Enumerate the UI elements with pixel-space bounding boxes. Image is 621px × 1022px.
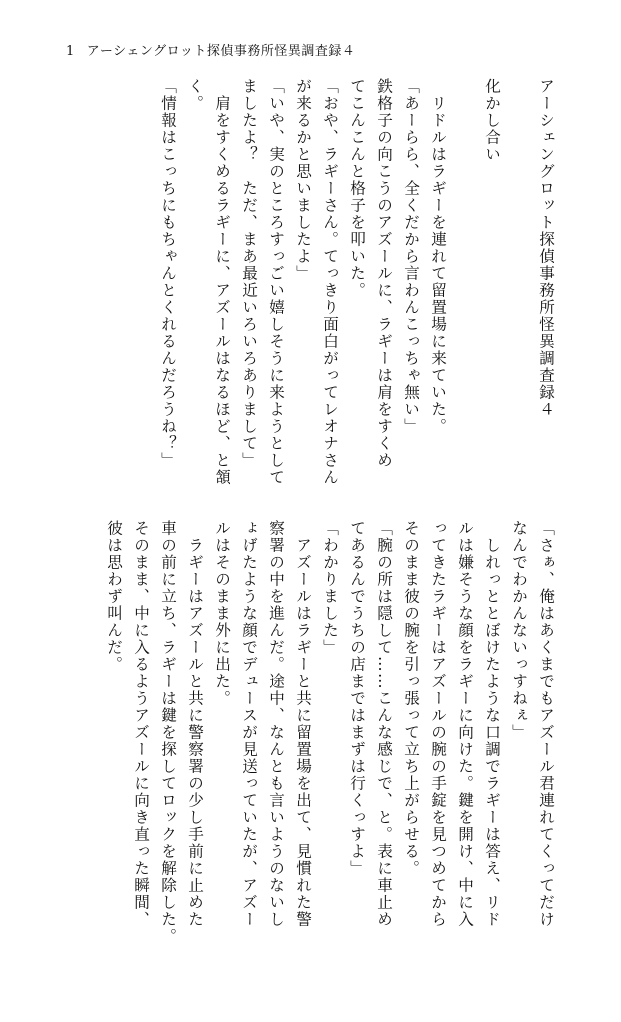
lower-text-block [100,520,559,950]
page-number: 1 [66,44,75,59]
running-title: アーシェングロット探偵事務所怪異調査録４ [86,44,356,59]
text-line: 彼は思わず叫んだ。 [105,520,123,673]
text-line: 「さぁ、俺はあくまでもアズール君連れてくってだけ [537,520,555,928]
text-line: 車の前に立ち、ラギーは鍵を探してロックを解除した。 [159,520,177,945]
text-line: ルは嫌そうな顔をラギーに向けた。鍵を開け、中に入 [456,520,474,928]
text-line [451,78,478,488]
text-line: 「腕の所は隠して……こんな感じで、と。表に車止め [375,520,393,928]
text-line: なんでわかんないっすねぇ」 [510,520,528,741]
text-line: ってきたラギーはアズールの腕の手錠を見つめてから [429,520,447,928]
text-line: てこんこんと格子を叩いた。 [348,78,366,299]
upper-text-block [154,78,559,488]
text-line: 「おや、ラギーさん。てっきり面白がってレオナさん [321,78,339,486]
text-line: 「いや、実のところすっごい嬉しそうに来ようとして [267,78,285,486]
text-line: 鉄格子の向こうのアズールに、ラギーは肩をすくめ [375,78,393,469]
text-line: そのまま彼の腕を引っ張って立ち上がらせる。 [402,520,420,877]
text-line: てあるんでうちの店まではまずは行くっすよ」 [348,520,366,877]
text-line: リドルはラギーを連れて留置場に来ていた。 [429,78,447,435]
text-line: アズールはラギーと共に留置場を出て、見慣れた警 [294,520,312,928]
text-line: ましたよ？ ただ、まあ最近いろいろありまして」 [240,78,258,469]
text-line: 察署の中を進んだ。途中、なんとも言いようのないし [267,520,285,928]
text-line: アーシェングロット探偵事務所怪異調査録４ [537,78,555,418]
text-line: 「情報はこっちにもちゃんとくれるんだろうね？」 [159,78,177,469]
text-line: ょげたような顔でデュースが見送っていたが、アズー [240,520,258,928]
text-line: 「わかりました」 [321,520,339,656]
text-line: そのまま、中に入るようアズールに向き直った瞬間、 [132,520,150,928]
text-line: しれっととぼけたような口調でラギーは答え、リド [483,520,501,928]
page-header [66,40,355,59]
text-line: 「あーらら、全くだから言わんこっちゃ無い」 [402,78,420,435]
text-line: ラギーはアズールと共に警察署の少し手前に止めた [186,520,204,928]
text-line: く。 [186,78,204,112]
text-line: 肩をすくめるラギーに、アズールはなるほど、と頷 [213,78,231,486]
text-line [505,78,532,488]
text-line: 化かし合い [483,78,501,163]
text-line: が来るかと思いましたよ」 [294,78,312,282]
text-line: ルはそのまま外に出た。 [213,520,231,707]
